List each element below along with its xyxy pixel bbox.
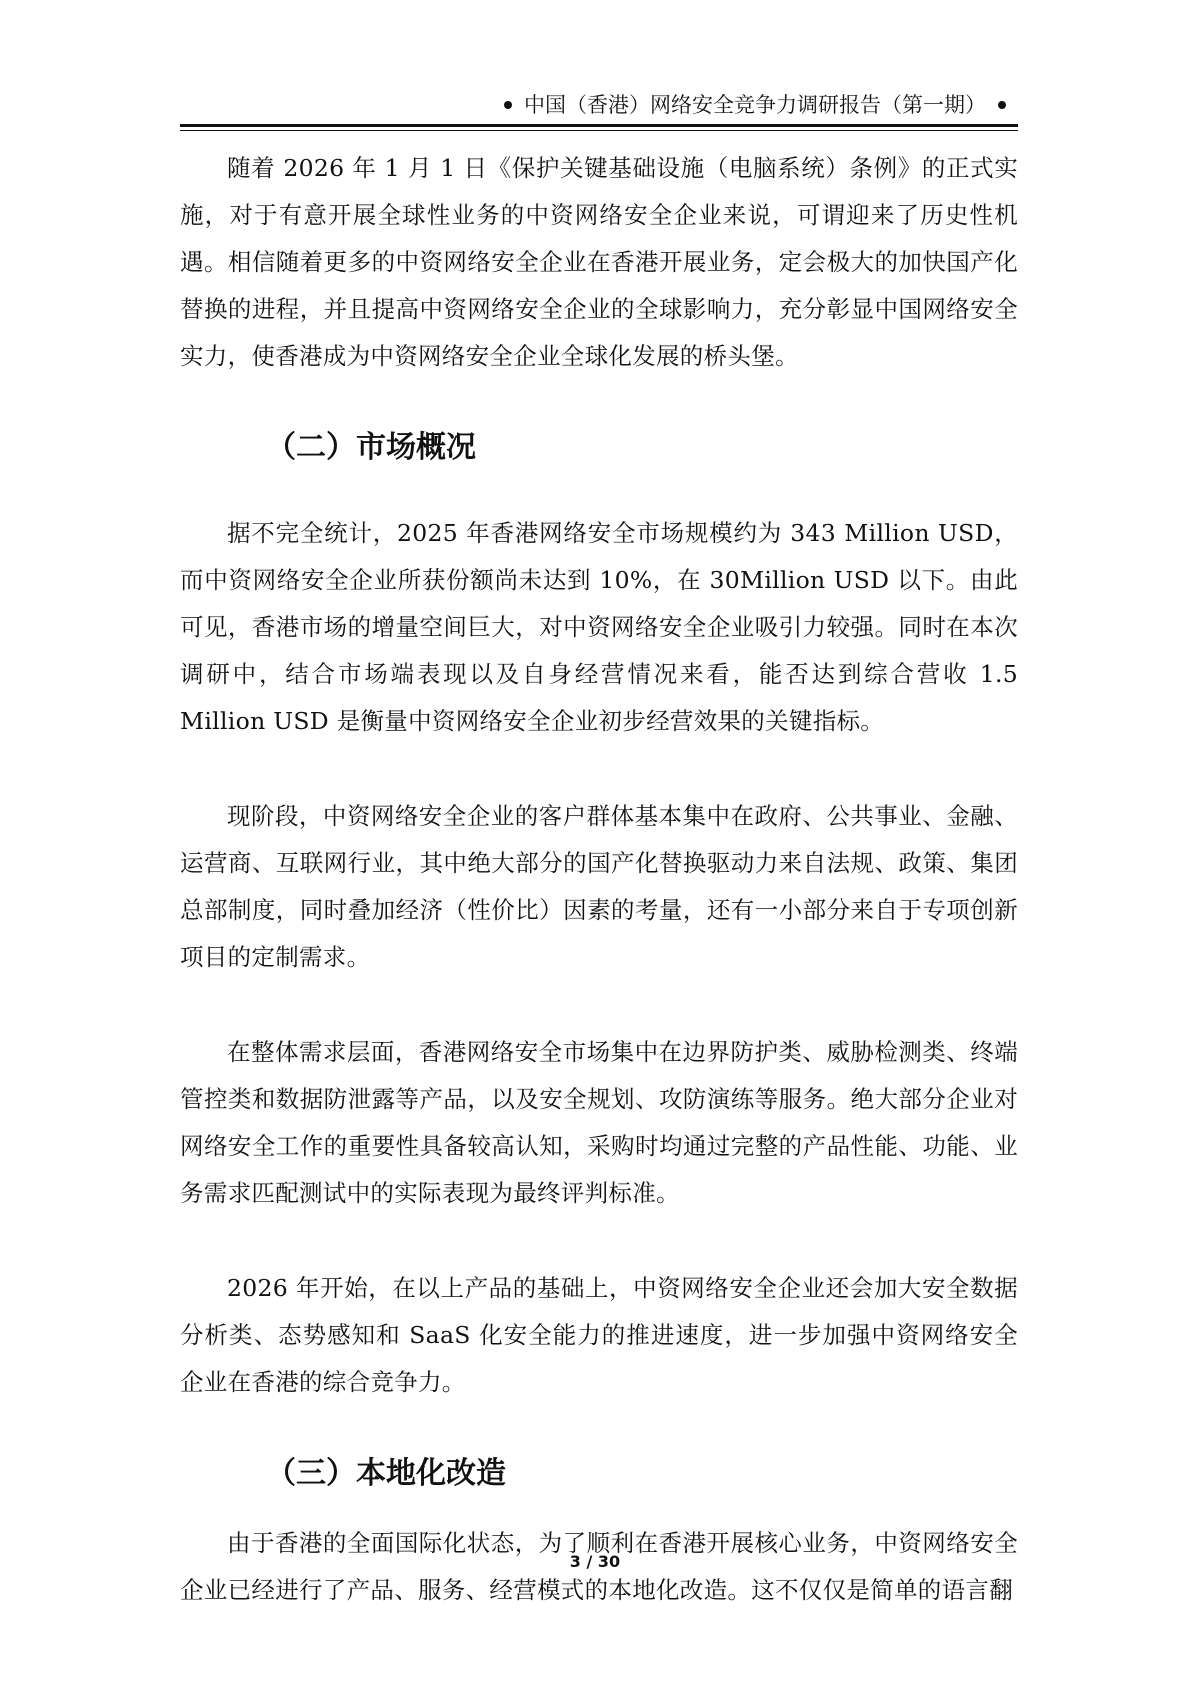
page-header bbox=[180, 88, 1018, 122]
market-paragraph-1: 据不完全统计，2025 年香港网络安全市场规模约为 343 Million USD，而中资网络安全企业所获份额尚未达到 10%，在 30Million USD 以下。由此可见，香港市场的增量空间巨大，对中资网络安全企业吸引力较强。同时在本次调研中，结合市场端表现以及自身经营情况来看，能否达到综合营收 1.5 Million USD 是衡量中资网络安全企业初步经营效果的关键指标。 bbox=[180, 519, 1018, 735]
page-number: 3 / 30 bbox=[569, 1552, 621, 1571]
section-heading-localization: （三）本地化改造 bbox=[266, 1456, 506, 1491]
market-paragraph-3: 在整体需求层面，香港网络安全市场集中在边界防护类、威胁检测类、终端管控类和数据防泄露等产品，以及安全规划、攻防演练等服务。绝大部分企业对网络安全工作的重要性具备较高认知，采购时均通过完整的产品性能、功能、业务需求匹配测试中的实际表现为最终评判标准。 bbox=[180, 1038, 1018, 1207]
section-heading-market-overview: （二）市场概况 bbox=[266, 430, 476, 465]
header-rule-thick bbox=[180, 124, 1018, 127]
header-title-row bbox=[492, 92, 1018, 118]
localization-paragraph-1: 由于香港的全面国际化状态，为了顺利在香港开展核心业务，中资网络安全企业已经进行了产品、服务、经营模式的本地化改造。这不仅仅是简单的语言翻 bbox=[180, 1529, 1018, 1604]
market-paragraph-2: 现阶段，中资网络安全企业的客户群体基本集中在政府、公共事业、金融、运营商、互联网行业，其中绝大部分的国产化替换驱动力来自法规、政策、集团总部制度，同时叠加经济（性价比）因素的考量，还有一小部分来自于专项创新项目的定制需求。 bbox=[180, 802, 1018, 971]
bullet-icon bbox=[998, 101, 1006, 109]
market-paragraph-4: 2026 年开始，在以上产品的基础上，中资网络安全企业还会加大安全数据分析类、态势感知和 SaaS 化安全能力的推进速度，进一步加强中资网络安全企业在香港的综合竞争力。 bbox=[180, 1274, 1018, 1396]
header-rule-thin bbox=[180, 130, 1018, 131]
intro-paragraph: 随着 2026 年 1 月 1 日《保护关键基础设施（电脑系统）条例》的正式实施，对于有意开展全球性业务的中资网络安全企业来说，可谓迎来了历史性机遇。相信随着更多的中资网络安全企业在香港开展业务，定会极大的加快国产化替换的进程，并且提高中资网络安全企业的全球影响力，充分彰显中国网络安全实力，使香港成为中资网络安全企业全球化发展的桥头堡。 bbox=[180, 154, 1018, 370]
page-body bbox=[180, 145, 1018, 1614]
header-title: 中国（香港）网络安全竞争力调研报告（第一期） bbox=[524, 93, 986, 117]
bullet-icon bbox=[504, 101, 512, 109]
